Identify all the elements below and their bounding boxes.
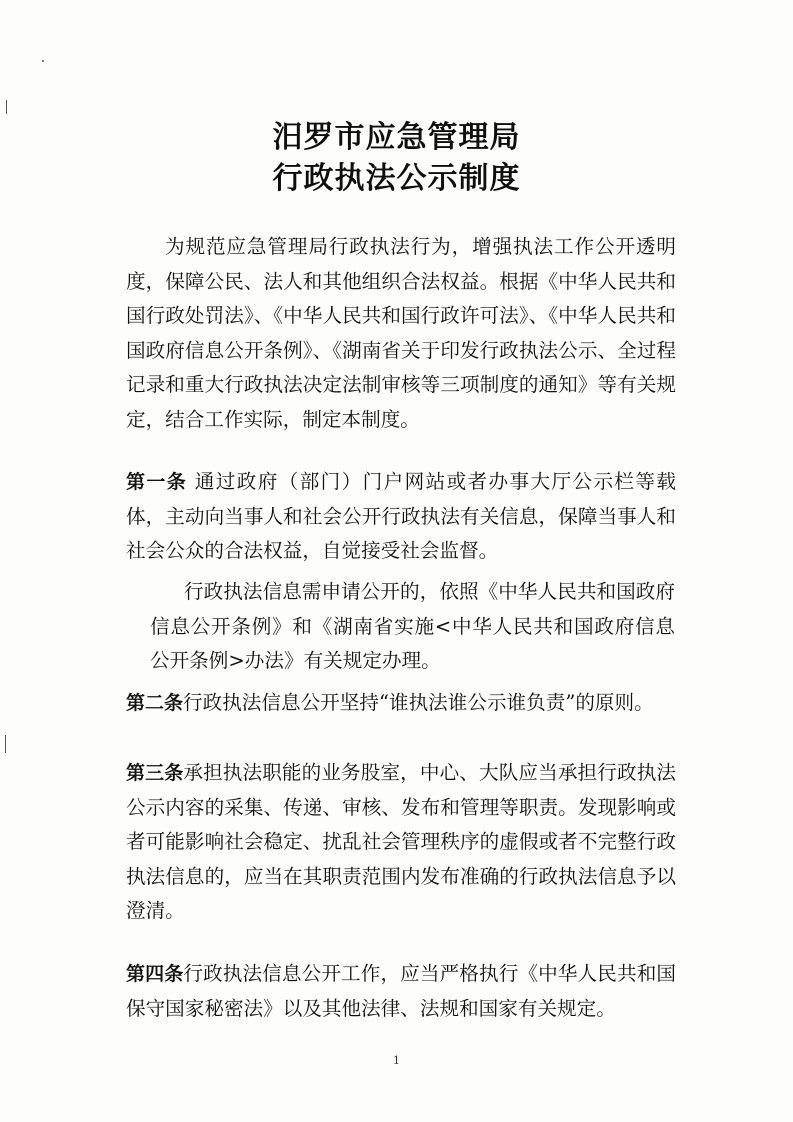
article-text: 通过政府（部门）门户网站或者办事大厅公示栏等载体，主动向当事人和社会公开行政执法有关信息，保障当事人和社会公众的合法权益，自觉接受社会监督。 — [126, 470, 676, 563]
article-3 — [126, 756, 676, 929]
scan-artifact — [42, 60, 44, 62]
page-number: 1 — [393, 1054, 400, 1067]
article-4 — [126, 957, 676, 1026]
article-1-supplement — [150, 575, 675, 679]
article-label: 第一条 — [126, 471, 188, 493]
document-title-line1: 汨罗市应急管理局 — [272, 120, 521, 155]
intro-paragraph: 为规范应急管理局行政执法行为，增强执法工作公开透明度，保障公民、法人和其他组织合法权益。根据《中华人民共和国行政处罚法》、《中华人民共和国行政许可法》、《中华人民共和国政府信息公开条例》、《湖南省关于印发行政执法公示、全过程记录和重大行政执法决定法制审核等三项制度的通知》等有关规定，结合工作实际，制定本制度。 — [126, 235, 676, 431]
article-text: 行政执法信息需申请公开的，依照《中华人民共和国政府信息公开条例》和《湖南省实施<中华人民共和国政府信息公开条例>办法》有关规定办理。 — [150, 580, 675, 673]
article-text: 承担执法职能的业务股室，中心、大队应当承担行政执法公示内容的采集、传递、审核、发布和管理等职责。发现影响或者可能影响社会稳定、扰乱社会管理秩序的虚假或者不完整行政执法信息的，应当在其职责范围内发布准确的行政执法信息予以澄清。 — [126, 761, 676, 923]
scan-artifact — [5, 735, 6, 753]
article-2 — [126, 686, 676, 721]
article-1 — [126, 465, 676, 569]
article-text: 行政执法信息公开坚持“谁执法谁公示谁负责”的原则。 — [183, 691, 654, 714]
article-label: 第四条 — [126, 963, 184, 985]
article-label: 第三条 — [126, 762, 184, 784]
document-title-line2: 行政执法公示制度 — [272, 161, 521, 196]
article-text: 行政执法信息公开工作，应当严格执行《中华人民共和国保守国家秘密法》以及其他法律、法规和国家有关规定。 — [126, 962, 676, 1020]
article-label: 第二条 — [126, 692, 184, 714]
